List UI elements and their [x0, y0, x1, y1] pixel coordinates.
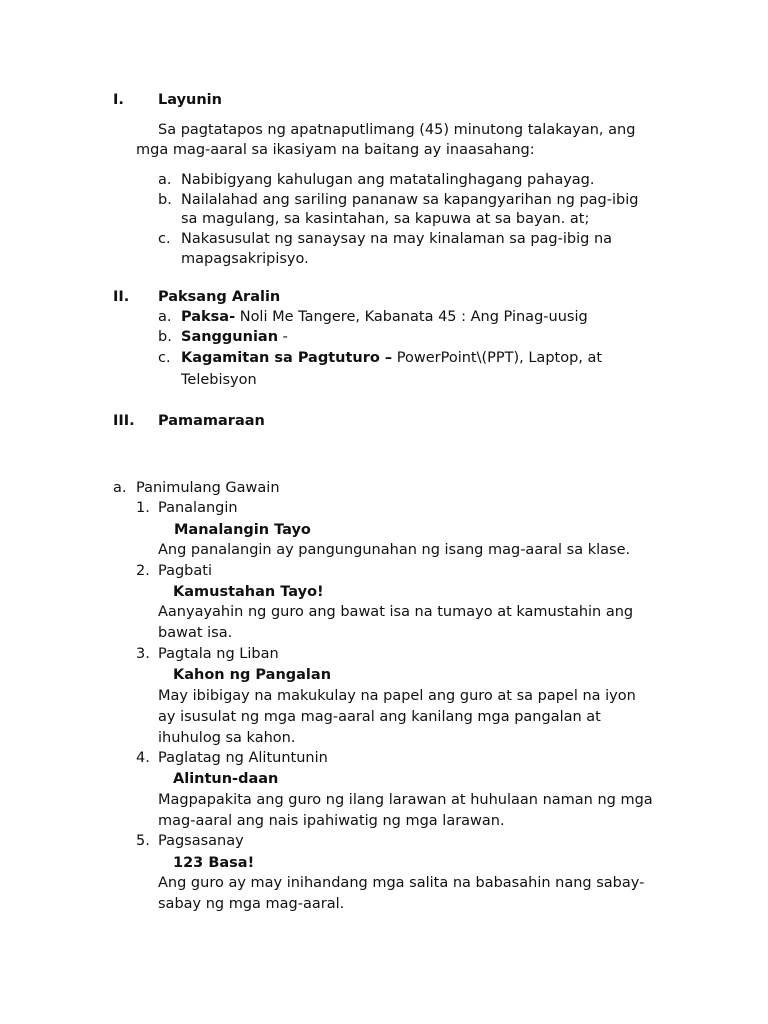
list-marker: b.	[158, 192, 172, 208]
section-numeral: III.	[113, 413, 135, 429]
step-number: 4.	[136, 750, 150, 766]
item-label: Paksa-	[181, 309, 236, 325]
topic-item	[181, 309, 588, 326]
objective-text: Nabibigyang kahulugan ang matatalinghagang pahayag.	[181, 172, 595, 188]
item-label: Sanggunian	[181, 329, 279, 345]
step-title: Pagbati	[158, 563, 212, 579]
item-value: -	[278, 329, 288, 345]
list-marker: c.	[158, 350, 171, 366]
section-numeral: I.	[113, 92, 124, 108]
activity-description: Ang guro ay may inihandang mga salita na babasahin nang sabay-	[158, 875, 645, 891]
activity-title: 123 Basa!	[173, 855, 255, 871]
section-numeral: II.	[113, 289, 130, 305]
step-title: Pagtala ng Liban	[158, 646, 279, 662]
section-heading: Paksang Aralin	[158, 289, 281, 305]
section-heading: Pamamaraan	[158, 413, 265, 429]
list-marker: b.	[158, 329, 172, 345]
objective-text: Nailalahad ang sariling pananaw sa kapangyarihan ng pag-ibig	[181, 192, 639, 208]
item-value: Noli Me Tangere, Kabanata 45 : Ang Pinag-uusig	[235, 309, 588, 325]
activity-description: Aanyayahin ng guro ang bawat isa na tumayo at kamustahin ang	[158, 604, 634, 620]
list-marker: a.	[158, 172, 172, 188]
step-number: 1.	[136, 500, 150, 516]
activity-description: mag-aaral ang nais ipahiwatig ng mga larawan.	[158, 813, 505, 829]
list-marker: c.	[158, 231, 171, 247]
step-title: Paglatag ng Alituntunin	[158, 750, 328, 766]
activity-description: Magpapakita ang guro ng ilang larawan at huhulaan naman ng mga	[158, 792, 653, 808]
activity-description: sabay ng mga mag-aaral.	[158, 896, 345, 912]
list-marker: a.	[158, 309, 172, 325]
subsection-title: Panimulang Gawain	[136, 480, 280, 496]
activity-description: bawat isa.	[158, 625, 233, 641]
objective-text: mapagsakripisyo.	[181, 251, 309, 267]
activity-title: Alintun-daan	[173, 771, 279, 787]
activity-description: ay isusulat ng mga mag-aaral ang kanilang mga pangalan at	[158, 709, 601, 725]
objective-text: Nakasusulat ng sanaysay na may kinalaman sa pag-ibig na	[181, 231, 613, 247]
activity-title: Manalangin Tayo	[174, 522, 311, 538]
activity-description: Ang panalangin ay pangungunahan ng isang mag-aaral sa klase.	[158, 542, 631, 558]
reference-item	[181, 329, 288, 346]
section-heading: Layunin	[158, 92, 222, 108]
activity-title: Kahon ng Pangalan	[173, 667, 332, 683]
list-marker: a.	[113, 480, 127, 496]
step-number: 5.	[136, 833, 150, 849]
activity-title: Kamustahan Tayo!	[173, 584, 324, 600]
materials-item	[181, 350, 602, 367]
step-title: Panalangin	[158, 500, 238, 516]
step-number: 2.	[136, 563, 150, 579]
item-value: Telebisyon	[181, 372, 257, 388]
item-value: PowerPoint\(PPT), Laptop, at	[392, 350, 603, 366]
step-number: 3.	[136, 646, 150, 662]
item-label: Kagamitan sa Pagtuturo –	[181, 350, 393, 366]
activity-description: May ibibigay na makukulay na papel ang guro at sa papel na iyon	[158, 688, 636, 704]
objective-text: sa magulang, sa kasintahan, sa kapuwa at sa bayan. at;	[181, 211, 590, 227]
activity-description: ihuhulog sa kahon.	[158, 730, 296, 746]
intro-text: mga mag-aaral sa ikasiyam na baitang ay inaasahang:	[136, 142, 535, 158]
step-title: Pagsasanay	[158, 833, 244, 849]
intro-text: Sa pagtatapos ng apatnaputlimang (45) minutong talakayan, ang	[158, 122, 636, 138]
